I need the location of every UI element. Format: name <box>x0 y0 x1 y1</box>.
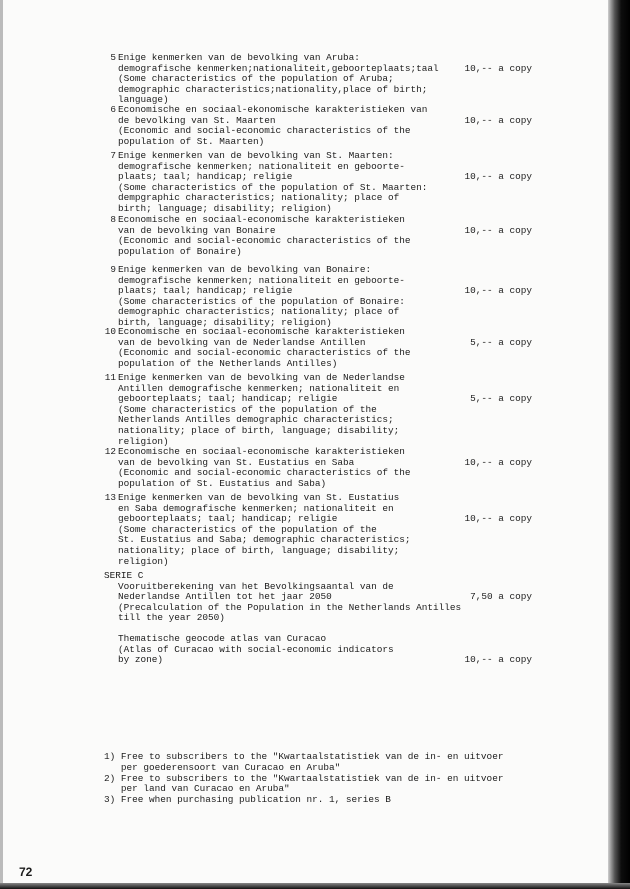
entry-text: (Atlas of Curacao with social-economic indicators <box>118 643 394 655</box>
entry-text: (Economic and social-economic characteristics of the <box>118 467 411 479</box>
entry-text: nationality; place of birth, language; disability; <box>118 544 400 556</box>
entry-text: population of St. Eustatius and Saba) <box>118 477 327 489</box>
entry-text: by zone) <box>118 654 164 666</box>
scan-edge-bottom <box>0 883 630 889</box>
entry-text: Economische en sociaal-economische karakteristieken <box>118 446 405 457</box>
entry-line <box>104 215 532 226</box>
entry-text: geboorteplaats; taal; handicap; religie <box>118 393 338 405</box>
item-number: 8 <box>110 214 116 225</box>
price-label: 10,-- a copy <box>464 654 532 666</box>
entry-line <box>104 359 532 370</box>
footnote-line: 2) Free to subscribers to the "Kwartaalstatistiek van de in- en uitvoer <box>104 772 504 784</box>
item-number: 5 <box>110 52 116 63</box>
serie-c-heading: SERIE C <box>104 570 144 581</box>
price-label: 10,-- a copy <box>464 285 532 297</box>
publication-entry <box>104 327 532 369</box>
price-label: 5,-- a copy <box>470 336 532 348</box>
entry-line <box>104 53 532 64</box>
entry-text: Antillen demografische kenmerken; nationaliteit en <box>118 382 400 394</box>
entry-text: population of the Netherlands Antilles) <box>118 357 338 369</box>
publication-entry <box>104 151 532 215</box>
entry-text: (Some characteristics of the population of Bonaire: <box>118 295 405 307</box>
entry-text: plaats; taal; handicap; religie <box>118 285 293 297</box>
item-number: 10 <box>104 326 116 337</box>
entry-text: Netherlands Antilles demographic characteristics; <box>118 414 394 426</box>
entry-text: geboorteplaats; taal; handicap; religie <box>118 513 338 525</box>
entry-text: population of Bonaire) <box>118 245 242 257</box>
entry-text: demographic characteristics; nationality; place of <box>118 306 400 318</box>
price-label: 5,-- a copy <box>470 393 532 405</box>
scan-edge-right <box>608 0 630 889</box>
entry-text: Economische en sociaal-economische karakteristieken <box>118 326 405 337</box>
entry-text: plaats; taal; handicap; religie <box>118 171 293 183</box>
entry-line <box>104 546 532 557</box>
entry-text: Enige kenmerken van de bevolking van Aruba: <box>118 52 360 63</box>
entry-text: demographic characteristics;nationality,place of birth; <box>118 83 428 95</box>
serie-c-item <box>118 582 532 624</box>
entry-line <box>104 557 532 568</box>
entry-text: demografische kenmerken; nationaliteit en geboorte- <box>118 160 405 172</box>
entry-text: Enige kenmerken van de bevolking van de Nederlandse <box>118 372 405 383</box>
entry-text: en Saba demografische kenmerken; nationaliteit en <box>118 502 394 514</box>
publication-entry <box>104 493 532 567</box>
entry-text: (Some characteristics of the population of the <box>118 403 377 415</box>
entry-line <box>118 655 532 666</box>
entry-line <box>118 634 532 645</box>
item-number: 9 <box>110 264 116 275</box>
entry-text: (Some characteristics of the population of the <box>118 523 377 535</box>
publication-entry <box>104 447 532 489</box>
publication-entry <box>104 373 532 447</box>
entry-text: Thematische geocode atlas van Curacao <box>118 633 327 644</box>
entry-text: Economische en sociaal-economische karakteristieken <box>118 214 405 225</box>
entry-text: birth, language; disability; religion) <box>118 316 332 328</box>
entry-line <box>104 204 532 215</box>
item-number: 12 <box>104 446 116 457</box>
entry-text: birth; language; disability; religion) <box>118 202 332 214</box>
entry-line <box>104 151 532 162</box>
entry-line <box>104 373 532 384</box>
entry-text: Enige kenmerken van de bevolking van St. Eustatius <box>118 492 400 503</box>
entry-text: Economische en sociaal-ekonomische karakteristieken van <box>118 104 428 115</box>
entry-line <box>104 265 532 276</box>
entry-text: demografische kenmerken;nationaliteit,geboorteplaats;taal <box>118 62 439 74</box>
page-number: 72 <box>19 865 33 879</box>
entry-line <box>118 613 532 624</box>
footnote-line: per land van Curacao en Aruba" <box>104 783 290 795</box>
serie-c-section <box>104 570 532 666</box>
footnote-line: 3) Free when purchasing publication nr. 1, series B <box>104 794 391 806</box>
entry-line <box>104 493 532 504</box>
entry-text: van de bevolking van de Nederlandse Antillen <box>118 336 366 348</box>
entry-text: van de bevolking van Bonaire <box>118 224 276 236</box>
item-number: 7 <box>110 150 116 161</box>
entry-text: Vooruitberekening van het Bevolkingsaantal van de <box>118 580 394 592</box>
publication-entry <box>104 265 532 329</box>
entry-line <box>104 105 532 116</box>
publication-entry <box>104 105 532 147</box>
price-label: 10,-- a copy <box>464 62 532 74</box>
entry-text: Enige kenmerken van de bevolking van Bonaire: <box>118 264 372 275</box>
item-number: 6 <box>110 104 116 115</box>
price-label: 10,-- a copy <box>464 171 532 183</box>
entry-text: St. Eustatius and Saba; demographic characteristics; <box>118 534 411 546</box>
footnote-line: per goederensoort van Curacao en Aruba" <box>104 761 341 773</box>
footnotes <box>104 752 503 806</box>
scan-edge-left <box>0 0 3 889</box>
entry-line <box>104 426 532 437</box>
entry-text: (Economic and social-economic characteristics of the <box>118 235 411 247</box>
entry-text: Enige kenmerken van de bevolking van St. Maarten: <box>118 150 394 161</box>
entry-text: Nederlandse Antillen tot het jaar 2050 <box>118 591 332 603</box>
entry-text: population of St. Maarten) <box>118 135 265 147</box>
price-label: 10,-- a copy <box>464 224 532 236</box>
item-number: 11 <box>104 372 116 383</box>
entry-text: till the year 2050) <box>118 612 225 624</box>
entry-line <box>104 247 532 258</box>
entry-line <box>104 479 532 490</box>
price-label: 7,50 a copy <box>470 591 532 603</box>
price-label: 10,-- a copy <box>464 456 532 468</box>
entry-text: religion) <box>118 555 169 567</box>
entry-line <box>104 447 532 458</box>
entry-text: (Economic and social-economic characteristics of the <box>118 125 411 137</box>
item-number: 13 <box>104 492 116 503</box>
entry-text: (Precalculation of the Population in the Netherlands Antilles <box>118 601 462 613</box>
footnote-line: 1) Free to subscribers to the "Kwartaalstatistiek van de in- en uitvoer <box>104 751 504 762</box>
entry-text: religion) <box>118 435 169 447</box>
entry-text: nationality; place of birth, language; disability; <box>118 424 400 436</box>
entry-text: language) <box>118 94 169 106</box>
entry-text: dempgraphic characteristics; nationality; place of <box>118 192 400 204</box>
publication-entry <box>104 53 532 106</box>
entry-line <box>104 137 532 148</box>
publication-entry <box>104 215 532 257</box>
entry-text: (Some characteristics of the population of Aruba; <box>118 73 394 85</box>
entry-text: van de bevolking van St. Eustatius en Saba <box>118 456 355 468</box>
price-label: 10,-- a copy <box>464 513 532 525</box>
price-label: 10,-- a copy <box>464 114 532 126</box>
serie-c-item <box>118 634 532 666</box>
entry-line <box>104 327 532 338</box>
entry-text: (Economic and social-economic characteristics of the <box>118 347 411 359</box>
entry-text: de bevolking van St. Maarten <box>118 114 276 126</box>
entry-text: demografische kenmerken; nationaliteit en geboorte- <box>118 274 405 286</box>
entry-text: (Some characteristics of the population of St. Maarten: <box>118 181 428 193</box>
